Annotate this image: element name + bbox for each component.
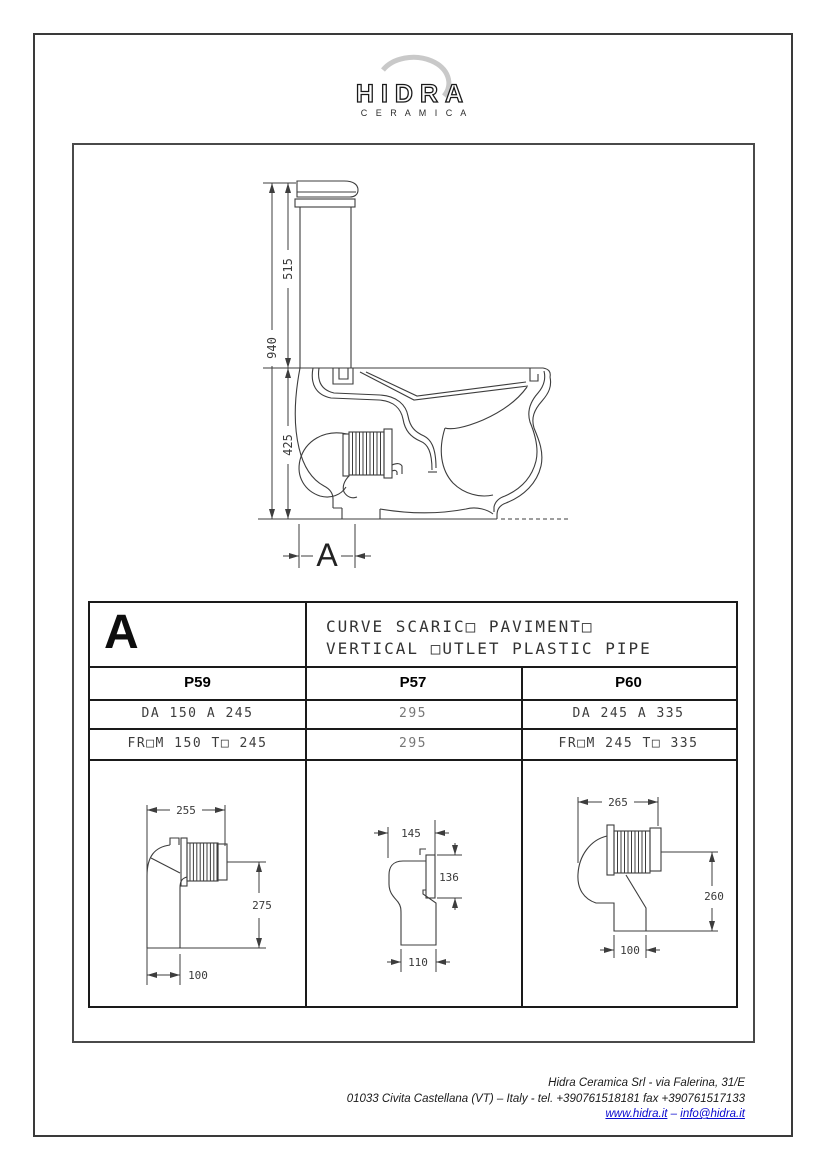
table-divider-1: [305, 603, 307, 1006]
column-header-p57: P57: [399, 674, 427, 691]
p59-range-en: FR□M 150 T□ 245: [127, 736, 268, 751]
p60-dim-outlet: 100: [620, 944, 640, 957]
toilet-dimensions: [263, 183, 371, 568]
p59-dim-height: 275: [252, 899, 272, 912]
p59-dim-width: 255: [176, 804, 196, 817]
p57-range-en: 295: [399, 736, 427, 751]
table-title-it: CURVE SCARIC□ PAVIMENT□: [326, 617, 594, 636]
email-link[interactable]: info@hidra.it: [680, 1108, 745, 1120]
toilet-dimension-labels: [265, 258, 338, 573]
p59-range-it: DA 150 A 245: [141, 706, 254, 721]
p57-dim-outlet: 110: [408, 956, 428, 969]
dim-bowl-height: 425: [281, 434, 295, 456]
p57-range-it: 295: [399, 706, 427, 721]
p60-dim-width: 265: [608, 796, 628, 809]
table-row-line-4: [90, 759, 736, 761]
spec-table: [88, 601, 738, 1008]
toilet-drawing: [258, 181, 570, 519]
p57-dim-width: 145: [401, 827, 421, 840]
website-link[interactable]: www.hidra.it: [605, 1108, 668, 1120]
column-header-p60: P60: [615, 674, 642, 691]
footer-address-line1: Hidra Ceramica Srl - via Falerina, 31/E: [548, 1077, 745, 1089]
footer: [185, 1076, 745, 1123]
column-header-p59: P59: [184, 674, 211, 691]
dim-cistern-height: 515: [281, 258, 295, 280]
footer-address-line2: 01033 Civita Castellana (VT) – Italy - tel. +390761518181 fax +390761517133: [346, 1092, 745, 1105]
p60-range-en: FR□M 245 T□ 335: [558, 736, 699, 751]
brand-tagline: C E R A M I C A: [360, 108, 470, 118]
p60-range-it: DA 245 A 335: [572, 706, 685, 721]
footer-link-separator: –: [670, 1108, 678, 1120]
footer-links: [185, 1107, 745, 1123]
brand-name: HIDRA: [355, 80, 471, 108]
table-title-en: VERTICAL □UTLET PLASTIC PIPE: [326, 639, 652, 658]
p59-dim-outlet: 100: [188, 969, 208, 982]
dim-total-height: 940: [265, 337, 279, 359]
p57-dim-height: 136: [439, 871, 459, 884]
table-section-letter: A: [104, 606, 139, 659]
table-title: [326, 616, 652, 660]
p60-dim-height: 260: [704, 890, 724, 903]
dim-outlet-letter: A: [316, 537, 338, 573]
